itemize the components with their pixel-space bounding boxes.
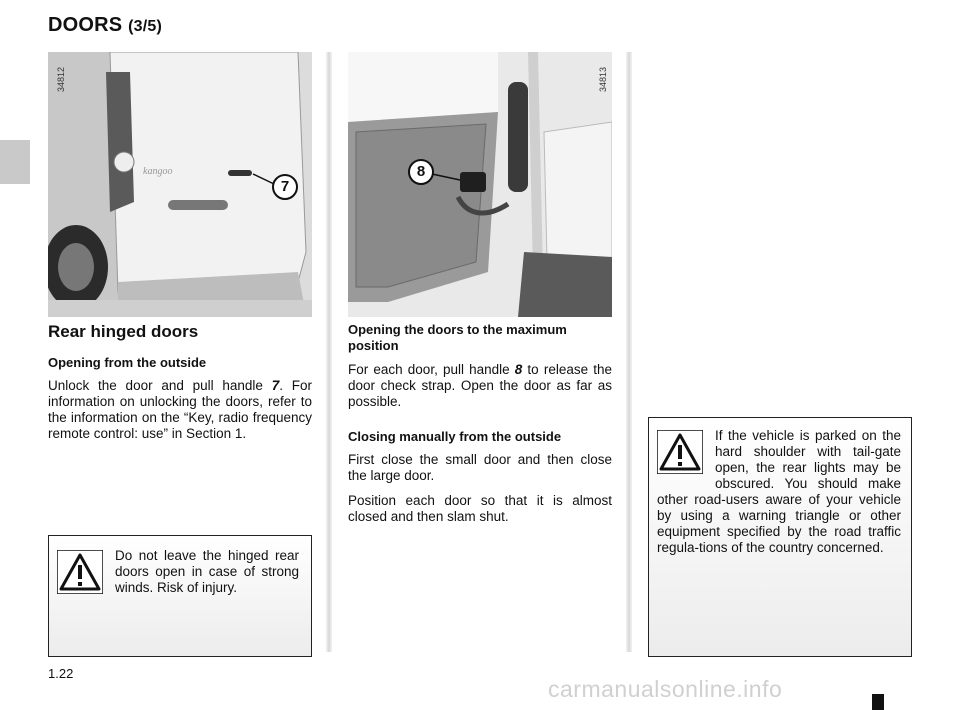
door-check-image [348,52,612,317]
page-title [48,14,162,37]
paragraph-unlock [48,378,312,442]
subheading-opening-outside: Opening from the outside [48,355,207,370]
warning-box-hard-shoulder [648,417,912,657]
paragraph-close-small-door: First close the small door and then close the large door. [348,452,612,483]
title-part: (3/5) [128,18,163,35]
paragraph-slam-shut: Position each door so that it is almost closed and then slam shut. [348,493,612,524]
warning-text [657,428,901,556]
warning-box-wind [48,535,312,657]
warning-body: If the vehicle is parked on the hard shoulder with tail-gate open, the rear lights may be obscured. You should make other road-users aware of your vehicle by using a warning triangle or other equipment specified by the road traffic regula-tions of the country concerned. [657,428,901,555]
page-number: 1.22 [48,666,74,681]
title-text: DOORS [48,14,123,36]
column-divider [326,52,332,652]
warning-triangle-icon [57,550,103,594]
page-edge-mark [872,694,884,710]
text-run: to release the door check strap. Open the door as far as possible. [348,362,613,409]
subheading-max-position: Opening the doors to the maximum position [348,322,567,353]
paragraph-release-strap [348,362,612,410]
column-divider [626,52,632,652]
icon-spacer [657,428,715,478]
warning-text: Do not leave the hinged rear doors open in case of strong winds. Risk of injury. [115,548,299,595]
section-tab [0,140,30,184]
section-heading: Rear hinged doors [48,322,199,341]
subheading-closing-manually: Closing manually from the outside [348,429,562,444]
handle-number: 7 [271,378,280,393]
text-run: . For information on unlocking the doors, refer to the information on the “Key, radio frequency remote control: use” in Section 1. [48,378,312,441]
callout-8: 8 [408,159,434,185]
svg-text:kangoo: kangoo [143,166,173,177]
door-interior-illustration [348,52,612,317]
image-reference: 34812 [56,66,66,92]
text-run: Unlock the door and pull handle [48,378,272,393]
watermark: carmanualsonline.info [548,676,783,702]
image-reference: 34813 [598,66,608,92]
callout-7: 7 [272,174,298,200]
text-run: For each door, pull handle [348,362,515,377]
rear-doors-image [48,52,312,317]
handle-number: 8 [514,362,523,377]
